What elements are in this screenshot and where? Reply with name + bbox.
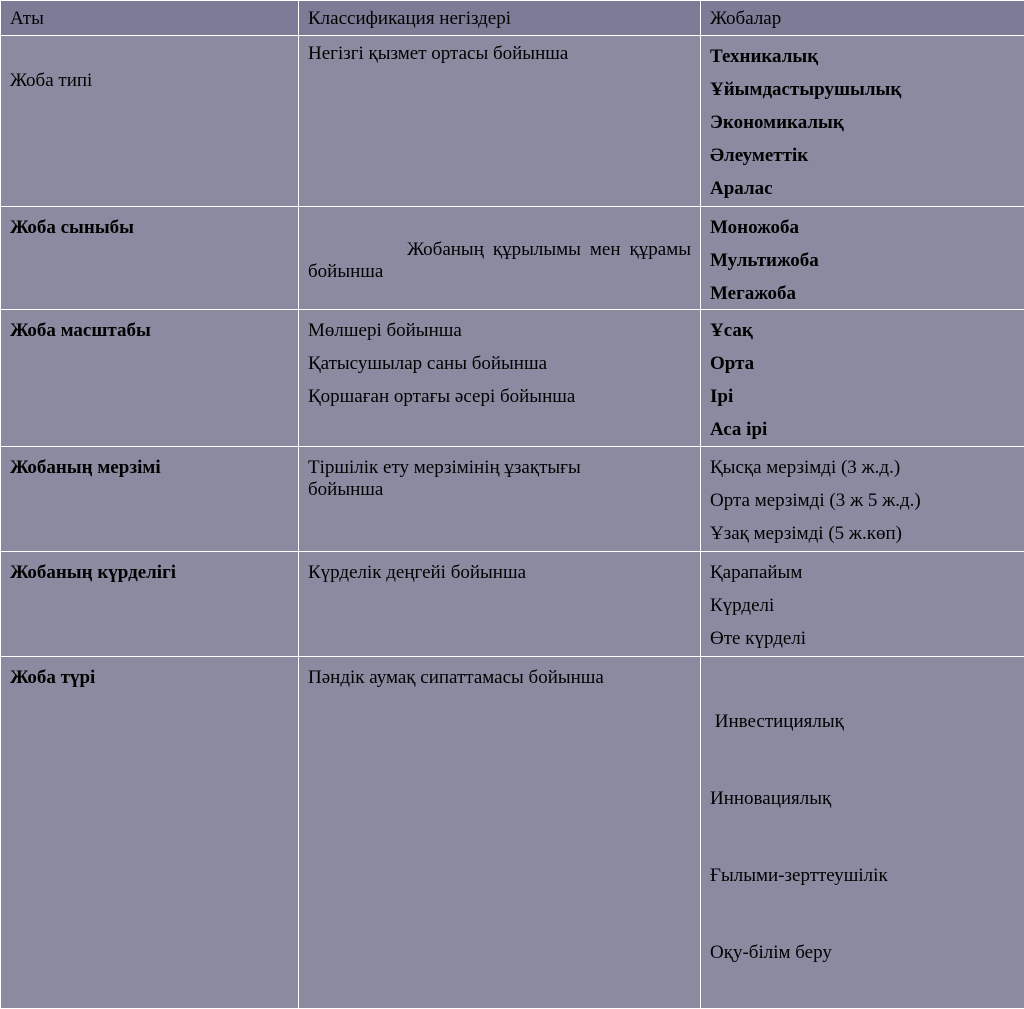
project-item: Ғылыми-зерттеушілік (710, 865, 1015, 887)
project-item: Орта мерзімді (3 ж 5 ж.д.) (710, 490, 1015, 512)
projects-cell (701, 36, 1024, 207)
project-item: Мегажоба (710, 283, 1015, 305)
name-cell (1, 552, 299, 657)
row-name: Жоба типі (10, 70, 92, 91)
project-item: Күрделі (710, 595, 1015, 617)
name-cell (1, 36, 299, 207)
project-item: Өте күрделі (710, 628, 1015, 650)
table-row (1, 447, 1024, 552)
table-row (1, 657, 1024, 1009)
name-cell (1, 657, 299, 1009)
project-item: Аралас (710, 178, 1015, 200)
project-item: Аса ірі (710, 419, 1015, 441)
project-item: Ұсақ (710, 320, 1015, 342)
header-row (1, 1, 1024, 36)
basis-cell (299, 657, 701, 1009)
header-projects: Жобалар (701, 1, 1024, 36)
projects-cell (701, 207, 1024, 310)
basis-cell (299, 310, 701, 447)
project-item: Ұзақ мерзімді (5 ж.көп) (710, 523, 1015, 545)
basis-cell (299, 36, 701, 207)
project-item: Техникалық (710, 46, 1015, 68)
project-item: Қарапайым (710, 562, 1015, 584)
project-item: Инвестициялық (710, 711, 1015, 733)
project-item: Ұйымдастырушылық (710, 79, 1015, 101)
basis-item: Пәндік аумақ сипаттамасы бойынша (308, 667, 604, 688)
table-row (1, 552, 1024, 657)
project-item: Инновациялық (710, 788, 1015, 810)
basis-cell (299, 207, 701, 310)
row-name: Жоба масштабы (10, 320, 151, 341)
row-name: Жобаның мерзімі (10, 457, 161, 478)
basis-item: Тіршілік ету мерзімінің ұзақтығы бойынша (308, 457, 581, 500)
project-item: Әлеуметтік (710, 145, 1015, 167)
basis-item: Күрделік деңгейі бойынша (308, 562, 526, 583)
name-cell (1, 447, 299, 552)
project-item: Моножоба (710, 217, 1015, 239)
table-row (1, 36, 1024, 207)
table-row (1, 310, 1024, 447)
basis-item: Қатысушылар саны бойынша (308, 353, 691, 375)
header-name: Аты (1, 1, 299, 36)
projects-cell (701, 657, 1024, 1009)
project-item: Оқу-білім беру (710, 942, 1015, 964)
name-cell (1, 207, 299, 310)
table-row (1, 207, 1024, 310)
projects-cell (701, 447, 1024, 552)
basis-item: Негізгі қызмет ортасы бойынша (308, 43, 691, 65)
basis-item: Қоршаған ортағы әсері бойынша (308, 386, 691, 408)
basis-item: Мөлшері бойынша (308, 320, 691, 342)
project-item: Қысқа мерзімді (3 ж.д.) (710, 457, 1015, 479)
basis-cell (299, 552, 701, 657)
row-name: Жобаның күрделігі (10, 562, 176, 583)
project-item: Экономикалық (710, 112, 1015, 134)
header-basis: Классификация негіздері (299, 1, 701, 36)
basis-cell (299, 447, 701, 552)
projects-cell (701, 310, 1024, 447)
name-cell (1, 310, 299, 447)
row-name: Жоба түрі (10, 667, 95, 688)
project-item: Орта (710, 353, 1015, 375)
basis-item: Жобаның құрылымы мен құрамы бойынша (308, 239, 696, 282)
project-item: Ірі (710, 386, 1015, 408)
row-name: Жоба сыныбы (10, 217, 134, 238)
projects-cell (701, 552, 1024, 657)
project-item: Мультижоба (710, 250, 1015, 272)
